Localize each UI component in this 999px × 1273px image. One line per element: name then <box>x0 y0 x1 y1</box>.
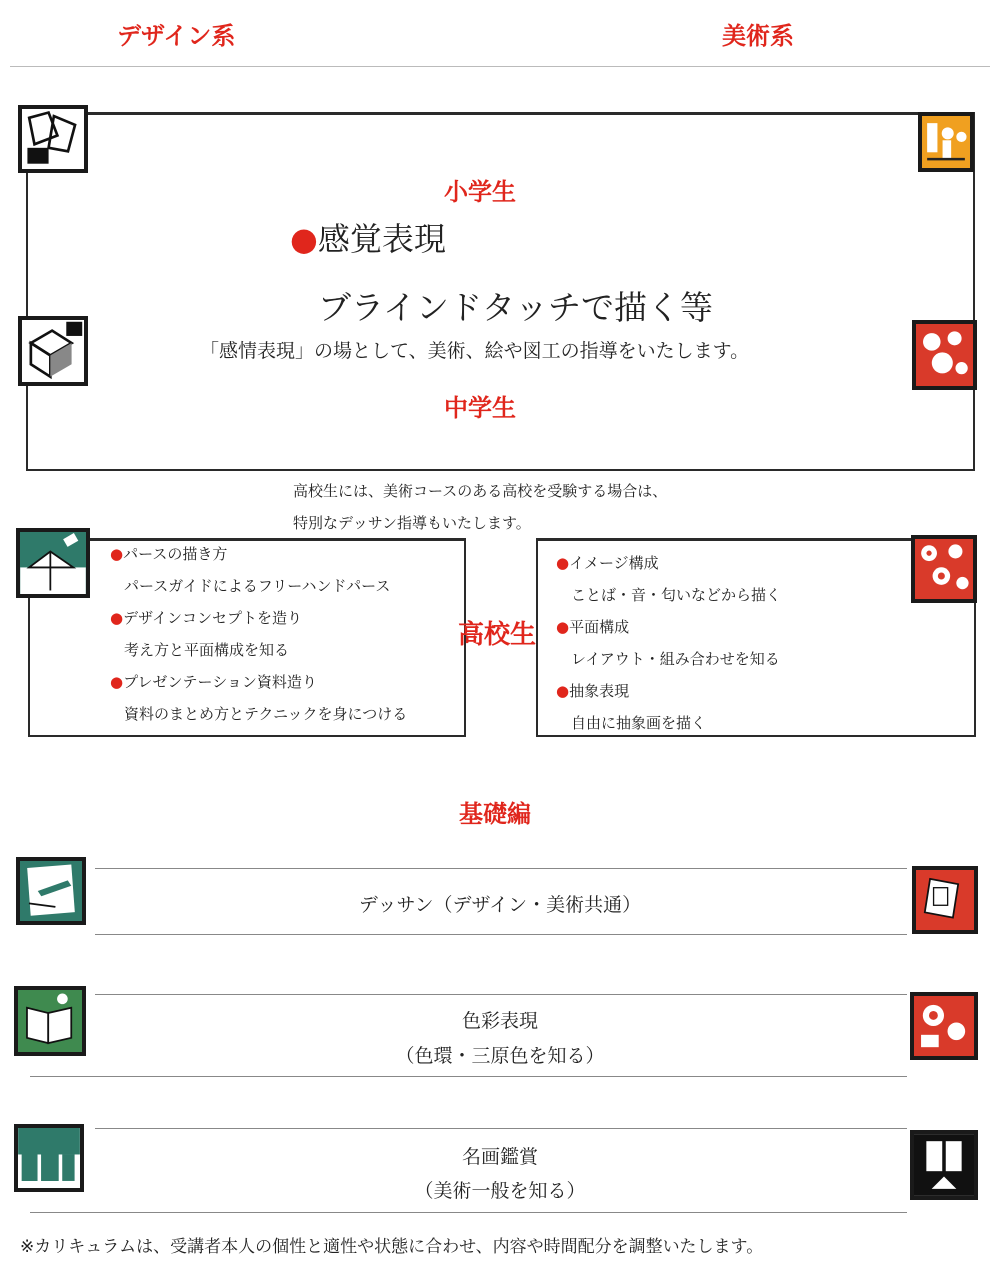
basics-row-1-line1: デッサン（デザイン・美術共通） <box>358 894 642 916</box>
design-column-label: デザイン系 <box>117 22 236 50</box>
art-window-icon <box>910 1130 978 1200</box>
basics-row-2-line2: （色環・三原色を知る） <box>395 1045 605 1067</box>
basics-row-2-bottom-line <box>30 1076 907 1077</box>
basics-row-1-top-line <box>95 868 907 869</box>
heading-bullet-icon: ● <box>290 220 318 258</box>
basics-row-3-line2: （美術一般を知る） <box>414 1180 586 1202</box>
design-buildings-icon <box>14 1124 84 1192</box>
design-item-1-title: ●パースの描き方 <box>110 545 228 563</box>
art-swirl-icon <box>910 992 978 1060</box>
high-school-note-line1: 高校生には、美術コースのある高校を受験する場合は、 <box>293 482 668 500</box>
design-sketch-icon <box>18 105 88 173</box>
elementary-subheading: ブラインドタッチで描く等 <box>318 288 714 327</box>
art-red-pattern-icon <box>912 320 977 390</box>
art-sketchbook-icon <box>912 866 978 934</box>
basics-row-3-top-line <box>95 1128 907 1129</box>
basics-label: 基礎編 <box>459 800 531 828</box>
basics-row-1-bottom-line <box>95 934 907 935</box>
design-item-3-detail: 資料のまとめ方とテクニックを身につける <box>124 705 408 723</box>
basics-row-3-bottom-line <box>30 1212 907 1213</box>
art-item-3-title: ●抽象表現 <box>556 682 630 700</box>
basics-row-3-line1: 名画鑑賞 <box>461 1146 538 1168</box>
elementary-label: 小学生 <box>444 178 516 206</box>
design-item-2-title: ●デザインコンセプトを造り <box>110 609 303 627</box>
elementary-heading <box>290 214 446 260</box>
art-orange-icon <box>918 112 974 172</box>
art-item-1-detail: ことば・音・匂いなどから描く <box>571 586 782 604</box>
high-school-label: 高校生 <box>458 620 537 650</box>
art-item-1-title: ●イメージ構成 <box>556 554 659 572</box>
design-book-icon <box>14 986 86 1056</box>
art-item-2-title: ●平面構成 <box>556 618 630 636</box>
art-item-2-detail: レイアウト・組み合わせを知る <box>571 650 780 668</box>
design-perspective-icon <box>16 528 90 598</box>
elementary-description: 「感情表現」の場として、美術、絵や図工の指導をいたします。 <box>200 340 750 362</box>
junior-high-label: 中学生 <box>444 394 516 422</box>
design-pencil-icon <box>16 857 86 925</box>
art-flower-icon <box>911 535 977 603</box>
curriculum-footnote: ※カリキュラムは、受講者本人の個性と適性や状態に合わせ、内容や時間配分を調整いたします。 <box>20 1237 764 1257</box>
header-divider <box>10 66 990 67</box>
design-item-3-title: ●プレゼンテーション資料造り <box>110 673 317 691</box>
heading-text: 感覚表現 <box>317 220 446 258</box>
high-school-note-line2: 特別なデッサン指導もいたします。 <box>293 514 531 532</box>
design-item-1-detail: パースガイドによるフリーハンドパース <box>124 577 391 595</box>
design-cube-icon <box>18 316 88 386</box>
basics-row-2-top-line <box>95 994 907 995</box>
basics-row-2-line1: 色彩表現 <box>461 1010 538 1032</box>
art-item-3-detail: 自由に抽象画を描く <box>571 714 707 732</box>
design-item-2-detail: 考え方と平面構成を知る <box>124 641 290 659</box>
art-column-label: 美術系 <box>722 22 794 50</box>
